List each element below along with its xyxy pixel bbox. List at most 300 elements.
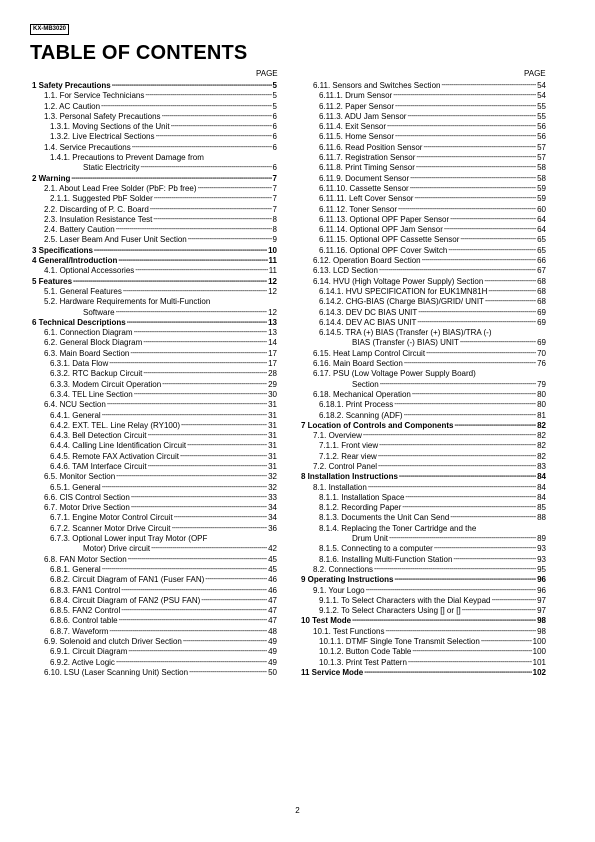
toc-entry-page: 31 [268, 431, 277, 441]
toc-entry-title: 7 Location of Controls and Components [301, 420, 454, 430]
toc-entry[interactable] [32, 277, 277, 287]
toc-leader-dots [116, 225, 272, 235]
toc-entry-page: 45 [268, 564, 277, 574]
toc-entry[interactable] [301, 390, 546, 400]
toc-entry-page: 30 [268, 389, 277, 399]
toc-entry-title: 7.2. Control Panel [313, 461, 378, 471]
toc-entry[interactable] [32, 596, 277, 606]
toc-entry[interactable] [301, 174, 546, 184]
toc-entry[interactable] [301, 647, 546, 657]
toc-entry[interactable] [32, 493, 277, 503]
toc-entry[interactable] [301, 369, 546, 379]
toc-entry[interactable] [301, 235, 546, 245]
toc-entry-title: 1.4.1. Precautions to Prevent Damage from [50, 153, 204, 163]
toc-entry[interactable] [32, 647, 277, 657]
toc-entry[interactable] [32, 112, 277, 122]
toc-entry-title: 6.4.2. EXT. TEL. Line Relay (RY100) [50, 420, 180, 430]
toc-entry-page: 9 [272, 235, 277, 245]
toc-entry[interactable] [301, 225, 546, 235]
toc-entry[interactable] [301, 308, 546, 318]
toc-entry[interactable] [32, 503, 277, 513]
toc-entry-page: 31 [268, 410, 277, 420]
toc-entry[interactable] [301, 534, 546, 544]
toc-entry[interactable] [32, 472, 277, 482]
toc-entry-title: 6.11.14. Optional OPF Jam Sensor [319, 225, 443, 235]
toc-entry-page: 60 [537, 204, 546, 214]
toc-entry[interactable] [301, 297, 546, 307]
toc-entry-page: 12 [268, 307, 277, 317]
toc-entry-page: 59 [537, 183, 546, 193]
toc-leader-dots [127, 318, 267, 328]
toc-entry[interactable] [301, 132, 546, 142]
toc-entry-page: 8 [272, 225, 277, 235]
toc-entry-page: 11 [268, 256, 277, 266]
toc-entry-page: 68 [537, 276, 546, 286]
toc-entry-title: 6.4.1. General [50, 410, 101, 420]
toc-leader-dots [441, 81, 536, 91]
toc-entry-page: 83 [537, 461, 546, 471]
toc-entry-title: 10.1.1. DTMF Single Tone Transmit Selection [319, 637, 480, 647]
toc-entry-title: 6.8. FAN Motor Section [44, 554, 127, 564]
toc-entry[interactable] [32, 411, 277, 421]
toc-entry-page: 49 [268, 657, 277, 667]
toc-entry-title: 6.14.4. DEV AC BIAS UNIT [319, 317, 417, 327]
toc-entry[interactable] [301, 411, 546, 421]
toc-entry-title: 6.11.10. Cassette Sensor [319, 183, 409, 193]
toc-entry-page: 58 [537, 163, 546, 173]
toc-entry[interactable] [301, 421, 546, 431]
toc-entry[interactable] [301, 318, 546, 328]
toc-entry-page: 93 [537, 554, 546, 564]
toc-entry[interactable] [301, 153, 546, 163]
toc-entry[interactable] [301, 493, 546, 503]
toc-entry[interactable] [301, 112, 546, 122]
toc-entry-title: 1.2. AC Caution [44, 101, 101, 111]
toc-entry[interactable] [32, 524, 277, 534]
toc-entry-title: 6.7.1. Engine Motor Control Circuit [50, 513, 173, 523]
toc-entry[interactable] [32, 606, 277, 616]
toc-entry[interactable] [301, 565, 546, 575]
toc-entry[interactable] [301, 452, 546, 462]
toc-leader-dots [444, 225, 536, 235]
toc-entry-page: 6 [272, 163, 277, 173]
toc-entry[interactable] [32, 668, 277, 678]
toc-entry-page: 55 [537, 111, 546, 121]
toc-entry-page: 96 [537, 585, 546, 595]
toc-entry-page: 11 [268, 266, 277, 276]
toc-entry-title: 11 Service Mode [301, 667, 364, 677]
toc-entry[interactable] [32, 534, 277, 544]
toc-entry[interactable] [301, 205, 546, 215]
toc-entry-page: 12 [268, 286, 277, 296]
toc-entry-title: 6.3.3. Modem Circuit Operation [50, 379, 162, 389]
toc-entry-page: 45 [268, 554, 277, 564]
toc-entry-page: 17 [268, 348, 277, 358]
toc-entry[interactable] [32, 287, 277, 297]
toc-entry-page: 100 [532, 647, 546, 657]
toc-entry[interactable] [32, 349, 277, 359]
toc-entry[interactable] [301, 483, 546, 493]
toc-entry[interactable] [32, 122, 277, 132]
toc-entry[interactable] [301, 637, 546, 647]
toc-leader-dots [416, 163, 536, 173]
toc-leader-dots [408, 658, 532, 668]
toc-entry[interactable] [301, 586, 546, 596]
toc-entry-page: 93 [537, 544, 546, 554]
toc-entry-page: 17 [268, 359, 277, 369]
toc-entry[interactable] [301, 596, 546, 606]
toc-entry-page: 76 [537, 359, 546, 369]
toc-entry[interactable] [32, 637, 277, 647]
toc-entry[interactable] [32, 380, 277, 390]
toc-entry-title: 1.1. For Service Technicians [44, 91, 145, 101]
toc-entry-title: 6.11.13. Optional OPF Paper Sensor [319, 214, 450, 224]
toc-entry-title: 6.7. Motor Drive Section [44, 503, 130, 513]
toc-entry-page: 84 [537, 492, 546, 502]
toc-entry[interactable] [301, 246, 546, 256]
toc-entry[interactable] [32, 390, 277, 400]
toc-entry-title: 10 Test Mode [301, 616, 352, 626]
toc-entry-page: 58 [537, 173, 546, 183]
toc-entry[interactable] [301, 338, 546, 348]
toc-leader-dots [352, 616, 536, 626]
toc-entry[interactable] [32, 658, 277, 668]
toc-entry[interactable] [301, 441, 546, 451]
toc-entry[interactable] [301, 658, 546, 668]
toc-leader-dots [130, 349, 267, 359]
toc-entry-page: 68 [537, 297, 546, 307]
toc-leader-dots [201, 596, 267, 606]
toc-entry-page: 98 [537, 616, 546, 626]
toc-entry-page: 7 [272, 183, 277, 193]
toc-entry[interactable] [32, 174, 277, 184]
toc-entry[interactable] [301, 472, 546, 482]
toc-leader-dots [412, 647, 531, 657]
toc-entry[interactable] [32, 205, 277, 215]
toc-entry-title: 6.7.3. Optional Lower input Tray Motor (OPF [50, 534, 208, 544]
toc-entry-title: 6.8.1. General [50, 564, 101, 574]
toc-entry[interactable] [301, 328, 546, 338]
toc-entry-title: 6.14.3. DEV DC BIAS UNIT [319, 307, 418, 317]
toc-entry-page: 88 [537, 513, 546, 523]
toc-entry-page: 32 [268, 482, 277, 492]
toc-entry[interactable] [32, 81, 277, 91]
toc-leader-dots [118, 256, 267, 266]
toc-entry-page: 7 [272, 173, 277, 183]
toc-entry-title: 6.10. LSU (Laser Scanning Unit) Section [44, 667, 189, 677]
toc-leader-dots [188, 235, 272, 245]
toc-leader-dots [132, 143, 272, 153]
toc-leader-dots [368, 483, 536, 493]
toc-leader-dots [140, 163, 271, 173]
toc-entry-title: 6.11.5. Home Sensor [319, 132, 395, 142]
toc-entry[interactable] [301, 266, 546, 276]
toc-entry[interactable] [32, 256, 277, 266]
toc-entry[interactable] [32, 400, 277, 410]
toc-entry[interactable] [32, 235, 277, 245]
toc-entry[interactable] [301, 163, 546, 173]
toc-leader-dots [116, 472, 267, 482]
toc-entry[interactable] [32, 328, 277, 338]
toc-entry-title: 4 General/Introduction [32, 256, 118, 266]
toc-entry-title: 7.1.2. Rear view [319, 451, 377, 461]
toc-entry[interactable] [301, 359, 546, 369]
toc-leader-dots [385, 627, 536, 637]
toc-entry-title: 3 Specifications [32, 245, 93, 255]
toc-leader-dots [73, 277, 267, 287]
toc-entry[interactable] [301, 668, 546, 678]
toc-entry[interactable] [32, 441, 277, 451]
toc-leader-dots [128, 647, 267, 657]
toc-entry-title: 6.4.5. Remote FAX Activation Circuit [50, 451, 179, 461]
toc-entry[interactable] [301, 400, 546, 410]
toc-entry-page: 14 [268, 338, 277, 348]
toc-entry-page: 6 [272, 142, 277, 152]
toc-entry[interactable] [32, 513, 277, 523]
toc-entry-page: 5 [272, 81, 277, 90]
toc-leader-dots [410, 174, 536, 184]
toc-entry[interactable] [301, 462, 546, 472]
toc-leader-dots [453, 555, 536, 565]
toc-leader-dots [363, 431, 536, 441]
toc-leader-dots [404, 359, 536, 369]
toc-leader-dots [151, 544, 267, 554]
toc-entry-title: 6.5. Monitor Section [44, 472, 116, 482]
toc-entry[interactable] [32, 586, 277, 596]
toc-leader-dots [460, 235, 536, 245]
toc-entry-title: 6.11.6. Read Position Sensor [319, 142, 423, 152]
toc-entry-page: 97 [537, 606, 546, 616]
toc-entry-title: 6.8.5. FAN2 Control [50, 606, 121, 616]
toc-leader-dots [426, 349, 536, 359]
toc-leader-dots [450, 513, 536, 523]
toc-entry[interactable] [301, 102, 546, 112]
toc-entry-page: 85 [537, 503, 546, 513]
toc-leader-dots [404, 411, 536, 421]
toc-entry-page: 36 [268, 523, 277, 533]
toc-entry-page: 80 [537, 400, 546, 410]
toc-entry-page: 64 [537, 225, 546, 235]
toc-entry-title: 2 Warning [32, 173, 71, 183]
toc-entry[interactable] [301, 380, 546, 390]
toc-leader-dots [481, 637, 532, 647]
toc-entry[interactable] [32, 369, 277, 379]
toc-entry[interactable] [32, 246, 277, 256]
toc-leader-dots [417, 318, 536, 328]
toc-leader-dots [109, 359, 267, 369]
toc-leader-dots [131, 503, 267, 513]
toc-entry[interactable] [32, 225, 277, 235]
toc-entry[interactable] [32, 163, 277, 173]
toc-entry[interactable] [32, 297, 277, 307]
toc-entry[interactable] [301, 349, 546, 359]
toc-leader-dots [454, 421, 536, 431]
toc-entry[interactable] [301, 287, 546, 297]
toc-entry[interactable] [32, 338, 277, 348]
toc-entry-page: 5 [272, 91, 277, 101]
toc-leader-dots [153, 215, 271, 225]
toc-leader-dots [107, 400, 267, 410]
toc-leader-dots [448, 246, 536, 256]
toc-entry-page: 6 [272, 132, 277, 142]
toc-entry[interactable] [32, 544, 277, 554]
toc-entry-title: Section [352, 379, 379, 389]
toc-entry-title: 6.11.9. Document Sensor [319, 173, 410, 183]
toc-entry-title: 6.3.2. RTC Backup Circuit [50, 369, 143, 379]
toc-entry-page: 50 [268, 667, 277, 677]
toc-leader-dots [94, 246, 267, 256]
toc-entry-title: 6.2. General Block Diagram [44, 338, 143, 348]
toc-entry[interactable] [301, 503, 546, 513]
toc-entry-page: 7 [272, 194, 277, 204]
toc-entry[interactable] [301, 215, 546, 225]
toc-leader-dots [102, 483, 267, 493]
toc-entry-title: Motor) Drive circuit [83, 544, 151, 554]
toc-leader-dots [492, 596, 537, 606]
toc-leader-dots [102, 411, 267, 421]
toc-entry-page: 42 [268, 544, 277, 554]
toc-entry-page: 65 [537, 235, 546, 245]
toc-leader-dots [148, 431, 268, 441]
toc-entry-title: 8.1.2. Recording Paper [319, 503, 402, 513]
toc-entry[interactable] [32, 143, 277, 153]
toc-entry-page: 12 [268, 276, 277, 286]
toc-leader-dots [399, 472, 536, 482]
toc-entry-page: 28 [268, 369, 277, 379]
toc-entry[interactable] [32, 627, 277, 637]
toc-entry-title: 6.7.2. Scanner Motor Drive Circuit [50, 523, 171, 533]
toc-entry-page: 31 [268, 400, 277, 410]
toc-entry-page: 82 [537, 441, 546, 451]
toc-entry-page: 81 [537, 410, 546, 420]
toc-entry[interactable] [32, 318, 277, 328]
toc-leader-dots [405, 493, 536, 503]
toc-leader-dots [412, 390, 536, 400]
toc-entry-title: 6.11.3. ADU Jam Sensor [319, 111, 407, 121]
toc-entry-page: 54 [537, 91, 546, 101]
toc-entry-page: 96 [537, 575, 546, 585]
toc-entry[interactable] [301, 431, 546, 441]
toc-leader-dots [116, 308, 268, 318]
toc-entry-title: 6.11.7. Registration Sensor [319, 153, 416, 163]
toc-leader-dots [181, 421, 267, 431]
toc-leader-dots [112, 81, 272, 91]
toc-entry[interactable] [301, 555, 546, 565]
toc-entry[interactable] [32, 421, 277, 431]
toc-entry-title: 7.1.1. Front view [319, 441, 379, 451]
toc-entry[interactable] [32, 452, 277, 462]
toc-entry-page: 54 [537, 81, 546, 90]
toc-entry[interactable] [32, 565, 277, 575]
toc-leader-dots [374, 565, 536, 575]
toc-leader-dots [189, 668, 267, 678]
toc-entry-page: 69 [537, 317, 546, 327]
toc-entry[interactable] [301, 81, 546, 91]
toc-entry-title: 6.13. LCD Section [313, 266, 378, 276]
toc-leader-dots [121, 586, 267, 596]
toc-entry[interactable] [32, 616, 277, 626]
toc-entry[interactable] [301, 143, 546, 153]
toc-entry[interactable] [32, 194, 277, 204]
toc-entry[interactable] [32, 359, 277, 369]
toc-leader-dots [422, 256, 536, 266]
toc-entry-page: 57 [537, 142, 546, 152]
toc-entry[interactable] [301, 513, 546, 523]
toc-entry-title: 9 Operating Instructions [301, 575, 394, 585]
toc-entry[interactable] [301, 91, 546, 101]
toc-entry-title: 6.14.2. CHG-BIAS (Charge BIAS)/GRID/ UNIT [319, 297, 484, 307]
toc-entry[interactable] [32, 308, 277, 318]
toc-entry[interactable] [32, 215, 277, 225]
toc-entry[interactable] [301, 544, 546, 554]
toc-entry[interactable] [32, 184, 277, 194]
toc-leader-dots [123, 287, 267, 297]
toc-entry[interactable] [32, 266, 277, 276]
toc-entry[interactable] [32, 462, 277, 472]
toc-leader-dots [150, 205, 272, 215]
toc-leader-dots [102, 565, 267, 575]
toc-entry[interactable] [32, 555, 277, 565]
toc-entry[interactable] [301, 606, 546, 616]
toc-leader-dots [71, 174, 271, 184]
toc-entry-title: 6.11.16. Optional OPF Cover Switch [319, 245, 448, 255]
toc-entry[interactable] [301, 524, 546, 534]
toc-entry[interactable] [301, 616, 546, 626]
toc-entry[interactable] [32, 91, 277, 101]
toc-entry-title: 6.18.1. Print Process [319, 400, 394, 410]
toc-leader-dots [101, 102, 272, 112]
toc-leader-dots [423, 143, 536, 153]
toc-entry[interactable] [301, 184, 546, 194]
toc-entry[interactable] [32, 132, 277, 142]
toc-entry[interactable] [301, 627, 546, 637]
toc-entry[interactable] [32, 431, 277, 441]
toc-entry[interactable] [32, 575, 277, 585]
toc-entry-page: 102 [532, 667, 546, 677]
toc-leader-dots [434, 544, 536, 554]
toc-entry-page: 33 [268, 492, 277, 502]
toc-leader-dots [395, 132, 536, 142]
toc-entry-page: 95 [537, 564, 546, 574]
toc-entry-page: 66 [537, 256, 546, 266]
toc-leader-dots [183, 637, 267, 647]
toc-entry[interactable] [32, 483, 277, 493]
toc-entry[interactable] [301, 575, 546, 585]
toc-entry-title: 6.14. HVU (High Voltage Power Supply) Section [313, 276, 484, 286]
toc-entry-page: 13 [268, 328, 277, 338]
toc-leader-dots [418, 308, 536, 318]
toc-entry-title: 9.1. Your Logo [313, 585, 365, 595]
toc-entry-title: 6.4.3. Bell Detection Circuit [50, 431, 147, 441]
toc-entry-title: 1.3. Personal Safety Precautions [44, 111, 161, 121]
toc-entry[interactable] [32, 153, 277, 163]
toc-entry[interactable] [32, 102, 277, 112]
toc-entry[interactable] [301, 256, 546, 266]
toc-entry[interactable] [301, 122, 546, 132]
toc-right-column [301, 81, 546, 678]
toc-entry-page: 46 [268, 575, 277, 585]
toc-leader-dots [393, 91, 536, 101]
toc-entry-page: 80 [537, 389, 546, 399]
toc-entry-title: Static Electricity [83, 163, 140, 173]
toc-entry[interactable] [301, 194, 546, 204]
toc-leader-dots [180, 452, 267, 462]
toc-leader-dots [407, 112, 536, 122]
toc-entry-page: 47 [268, 595, 277, 605]
toc-entry[interactable] [301, 277, 546, 287]
toc-entry-page: 49 [268, 647, 277, 657]
page-title: TABLE OF CONTENTS [30, 42, 248, 64]
